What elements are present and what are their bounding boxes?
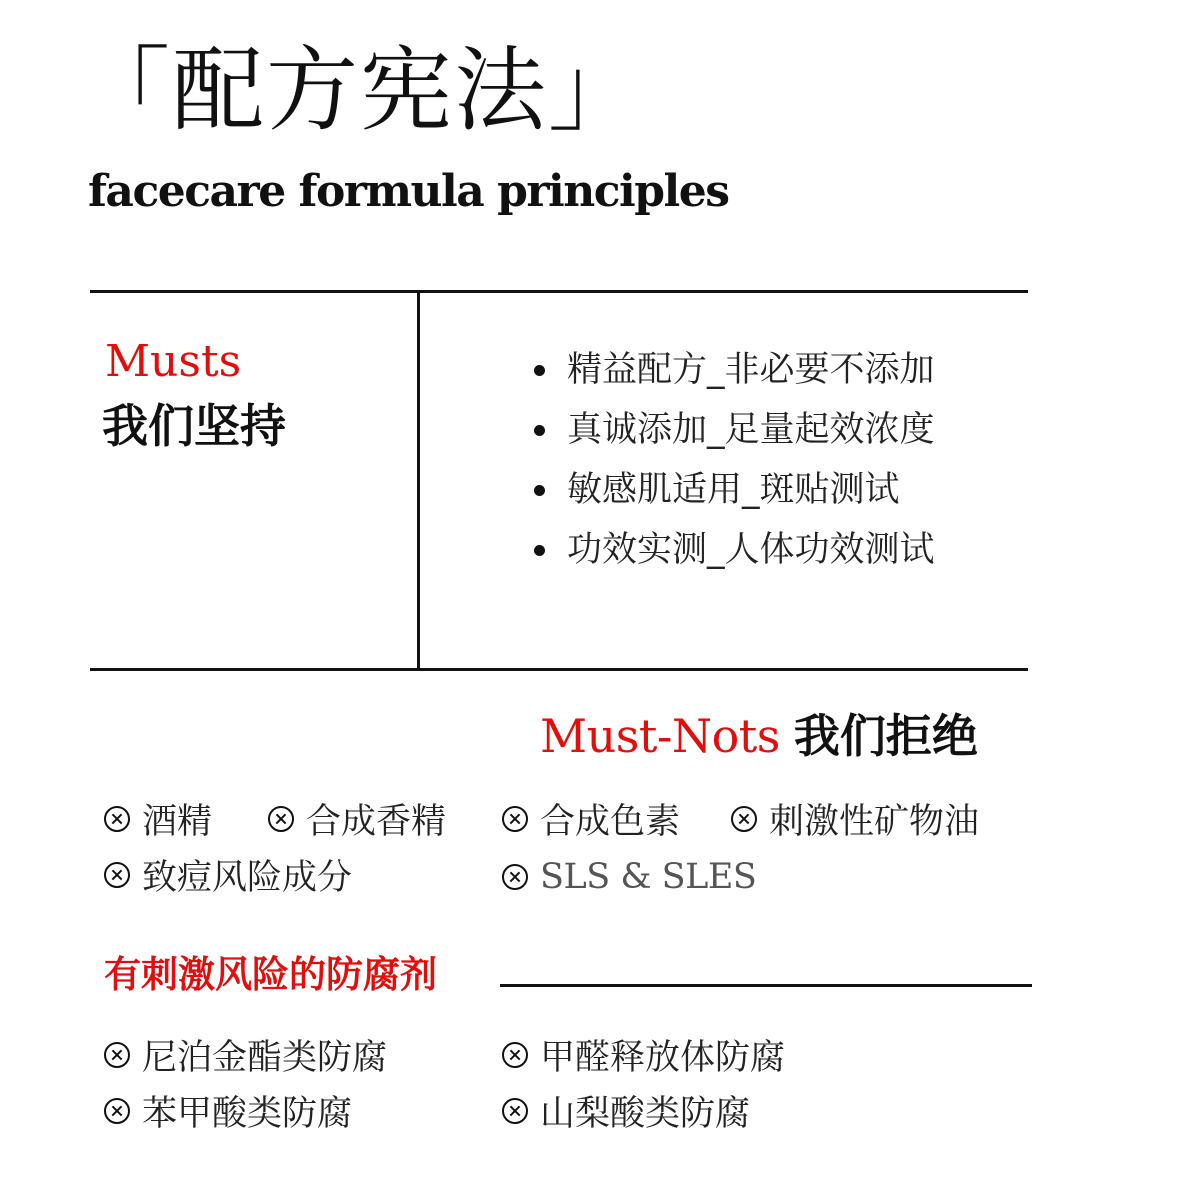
must-not-item-text: 酒精 <box>142 802 213 842</box>
circled-x-icon <box>502 1042 528 1068</box>
must-not-item-text: 刺激性矿物油 <box>769 802 980 842</box>
preservative-item-text: 甲醛释放体防腐 <box>540 1038 786 1078</box>
must-not-item-text: SLS & SLES <box>540 857 757 897</box>
table-top-rule <box>90 290 1028 293</box>
circled-x-icon <box>502 806 528 832</box>
must-not-item <box>268 794 446 844</box>
must-nots-label-en: Must-Nots <box>540 709 780 763</box>
musts-list-item <box>534 400 935 460</box>
musts-item-text: 功效实测_人体功效测试 <box>567 530 935 570</box>
table-bottom-rule <box>90 668 1028 671</box>
preservatives-rule <box>500 984 1032 987</box>
circled-x-icon <box>268 806 294 832</box>
preservative-item <box>104 1086 352 1136</box>
preservative-item-text: 尼泊金酯类防腐 <box>142 1038 388 1078</box>
musts-item-text: 精益配方_非必要不添加 <box>567 350 935 390</box>
page-subtitle: facecare formula principles <box>88 166 729 217</box>
must-not-item-text: 合成香精 <box>306 802 447 842</box>
circled-x-icon <box>502 864 528 890</box>
must-not-item <box>502 794 680 844</box>
preservative-item <box>502 1030 785 1080</box>
bullet-dot-icon <box>534 545 545 556</box>
musts-list-item <box>534 520 935 580</box>
bullet-dot-icon <box>534 365 545 376</box>
must-nots-label-cn: 我们拒绝 <box>793 709 978 763</box>
must-not-item <box>104 850 352 900</box>
circled-x-icon <box>104 1098 130 1124</box>
preservative-item <box>502 1086 750 1136</box>
bullet-dot-icon <box>534 425 545 436</box>
musts-list-item <box>534 340 935 400</box>
circled-x-icon <box>502 1098 528 1124</box>
preservative-item-text: 山梨酸类防腐 <box>540 1094 751 1134</box>
circled-x-icon <box>104 1042 130 1068</box>
circled-x-icon <box>104 806 130 832</box>
musts-item-text: 真诚添加_足量起效浓度 <box>567 410 935 450</box>
musts-item-text: 敏感肌适用_斑贴测试 <box>567 470 900 510</box>
circled-x-icon <box>731 806 757 832</box>
preservatives-heading: 有刺激风险的防腐剂 <box>104 952 437 996</box>
must-not-item <box>104 794 212 844</box>
table-column-divider <box>417 290 420 670</box>
musts-list <box>534 340 935 580</box>
page-title: 「配方宪法」 <box>78 37 643 144</box>
preservative-item <box>104 1030 387 1080</box>
musts-label-en: Musts <box>105 336 242 387</box>
preservative-item-text: 苯甲酸类防腐 <box>142 1094 353 1134</box>
bullet-dot-icon <box>534 485 545 496</box>
musts-list-item <box>534 460 935 520</box>
must-not-item-text: 致痘风险成分 <box>142 858 353 898</box>
must-nots-heading <box>540 700 978 766</box>
musts-label-cn: 我们坚持 <box>102 399 286 453</box>
must-not-item <box>731 794 979 844</box>
must-not-item <box>502 852 756 902</box>
circled-x-icon <box>104 862 130 888</box>
must-not-item-text: 合成色素 <box>540 802 681 842</box>
